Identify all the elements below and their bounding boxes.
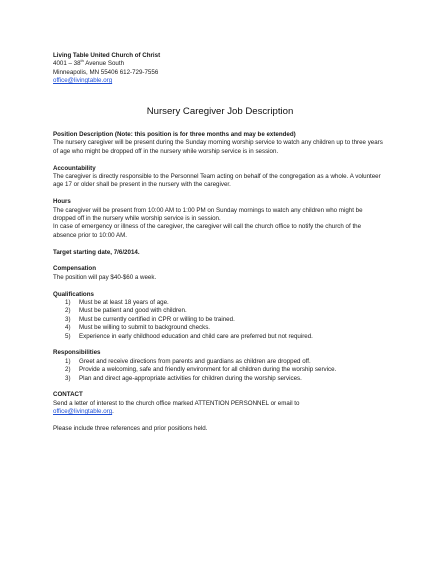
list-item <box>65 307 383 315</box>
contact-period: . <box>112 408 114 416</box>
address-number: 4001 – 38 <box>53 60 81 68</box>
list-number: 3) <box>65 315 71 323</box>
list-text: Must be at least 18 years of age. <box>79 299 169 307</box>
org-header <box>53 52 160 86</box>
qualifications-heading: Qualifications <box>53 290 94 298</box>
accountability-text: The caregiver is directly responsible to the Personnel Team acting on behalf of the congregation as a whole. A volunteer age 17 or older shall be present in the nursery with the caregiver. <box>53 173 381 189</box>
list-number: 1) <box>65 357 71 365</box>
hours-text: The caregiver will be present from 10:00 AM to 1:00 PM on Sunday mornings to watch any children who might be dropped off in the nursery while worship service is in session. <box>53 206 363 223</box>
hours-section <box>53 198 383 240</box>
qualifications-section <box>53 291 383 341</box>
list-text: Must be willing to submit to background checks. <box>79 324 211 332</box>
list-item <box>65 375 383 383</box>
position-heading: Position Description (Note: this position is for three months and may be extended) <box>53 131 296 138</box>
list-number: 5) <box>65 332 71 340</box>
list-item <box>65 358 383 366</box>
list-number: 4) <box>65 324 71 332</box>
list-text: Provide a welcoming, safe and friendly environment for all children during the worship service. <box>79 366 337 374</box>
list-text: Greet and receive directions from parents and guardians as children are dropped off. <box>79 357 311 365</box>
contact-heading: CONTACT <box>53 391 83 399</box>
address-ordinal: th <box>80 58 84 64</box>
org-city-line: Minneapolis, MN 55406 612-729-7556 <box>53 68 159 76</box>
responsibilities-heading: Responsibilities <box>53 349 101 357</box>
list-item <box>65 366 383 374</box>
list-item <box>65 316 383 324</box>
references-note: Please include three references and prior positions held. <box>53 425 208 433</box>
contact-text: Send a letter of interest to the church office marked ATTENTION PERSONNEL or email to <box>53 399 300 407</box>
responsibilities-section <box>53 349 383 383</box>
org-name: Living Table United Church of Christ <box>53 52 161 59</box>
list-item <box>65 324 383 332</box>
compensation-section <box>53 265 383 282</box>
contact-section <box>53 391 383 416</box>
page-title: Nursery Caregiver Job Description <box>146 106 294 117</box>
qualifications-list <box>53 299 383 341</box>
accountability-heading: Accountability <box>53 164 96 172</box>
list-number: 2) <box>65 307 71 315</box>
list-text: Plan and direct age-appropriate activities for children during the worship services. <box>79 374 302 382</box>
list-number: 3) <box>65 374 71 382</box>
list-text: Must be currently certified in CPR or willing to be trained. <box>79 315 235 323</box>
document-body <box>53 131 383 434</box>
list-text: Must be patient and good with children. <box>79 307 187 315</box>
org-address <box>53 60 160 68</box>
hours-emergency-text: In case of emergency or illness of the caregiver, the caregiver will call the church office to notify the church of the absence prior to 10:00 AM. <box>53 223 362 239</box>
accountability-section <box>53 165 383 190</box>
list-text: Experience in early childhood education and child care are preferred but not required. <box>79 332 313 340</box>
target-section <box>53 249 383 257</box>
org-email-link[interactable]: office@livingtable.org <box>53 77 113 85</box>
position-section <box>53 131 383 156</box>
list-number: 1) <box>65 299 71 307</box>
responsibilities-list <box>53 358 383 383</box>
address-street: Avenue South <box>83 60 125 68</box>
list-number: 2) <box>65 366 71 374</box>
position-text: The nursery caregiver will be present during the Sunday morning worship service to watch any children up to three years of age who might be dropped off in the nursery while worship service is in session. <box>53 139 383 155</box>
compensation-heading: Compensation <box>53 265 96 273</box>
list-item <box>65 333 383 341</box>
compensation-text: The position will pay $40-$60 a week. <box>53 273 157 281</box>
contact-email-link[interactable]: office@livingtable.org <box>53 408 113 416</box>
hours-heading: Hours <box>53 198 71 206</box>
target-date: Target starting date, 7/6/2014. <box>53 248 140 256</box>
list-item <box>65 299 383 307</box>
